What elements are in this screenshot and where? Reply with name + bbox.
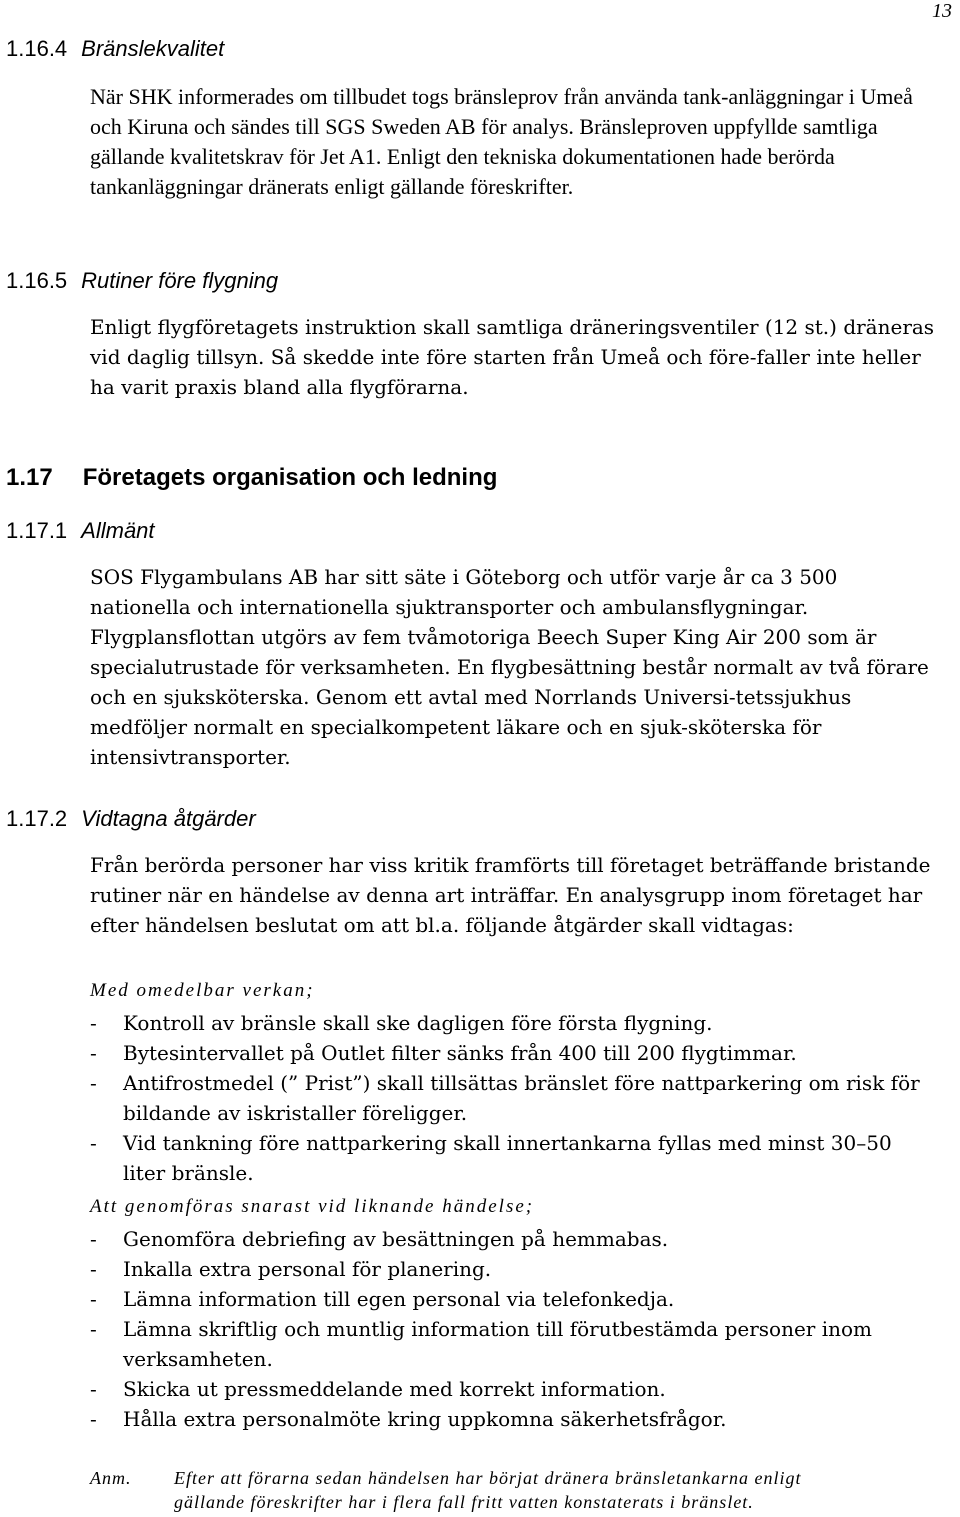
list-item: - Lämna skriftlig och muntlig information till förutbestämda personer inom verksamheten. [90, 1314, 940, 1374]
remark-line-2: gällande föreskrifter har i flera fall fritt vatten konstaterats i bränslet. [174, 1492, 754, 1512]
paragraph-general: SOS Flygambulans AB har sitt säte i Göteborg och utför varje år ca 3 500 nationella och internationella sjuktransporter och ambulansflygningar. Flygplansflottan utgörs av fem tvåmotoriga Beech Super King Air 200 som är specialutrustade för verksamheten. En flygbesättning består normalt av två förare och en sjuksköterska. Genom ett avtal med Norrlands Universi-tetssjukhus medföljer normalt en specialkompetent läkare och en sjuk-sköterska för intensivtransporter. [90, 565, 929, 769]
section-title: Vidtagna åtgärder [81, 806, 256, 831]
section-heading-1-17 [6, 464, 497, 492]
section-number: 1.17 [6, 464, 53, 491]
remark-line-1: Efter att förarna sedan händelsen har börjat dränera bränsletankarna enligt [174, 1468, 802, 1488]
immediate-measures-label: Med omedelbar verkan; [90, 980, 315, 1001]
section-heading-1-17-2 [6, 806, 256, 832]
section-number: 1.17.1 [6, 518, 68, 543]
page-number: 13 [932, 0, 952, 22]
section-title: Bränslekvalitet [81, 36, 225, 61]
section-heading-1-16-4 [6, 36, 224, 62]
list-item: - Skicka ut pressmeddelande med korrekt information. [90, 1374, 940, 1404]
section-heading-1-17-1 [6, 518, 155, 544]
section-number: 1.17.2 [6, 806, 68, 831]
immediate-measures-list [90, 1008, 940, 1188]
list-item: - Hålla extra personalmöte kring uppkomna säkerhetsfrågor. [90, 1404, 940, 1434]
similar-event-list [90, 1224, 940, 1434]
list-item: - Genomföra debriefing av besättningen på hemmabas. [90, 1224, 940, 1254]
section-number: 1.16.5 [6, 268, 68, 293]
paragraph-preflight-routines: Enligt flygföretagets instruktion skall samtliga dräneringsventiler (12 st.) dräneras vid daglig tillsyn. Så skedde inte före starten från Umeå och före-faller inte heller ha varit praxis bland alla flygförarna. [90, 315, 935, 399]
list-item: - Vid tankning före nattparkering skall innertankarna fyllas med minst 30–50 liter bränsle. [90, 1128, 940, 1188]
section-title: Företagets organisation och ledning [82, 464, 498, 491]
list-item: - Kontroll av bränsle skall ske dagligen före första flygning. [90, 1008, 940, 1038]
section-title: Allmänt [81, 518, 155, 543]
section-heading-1-16-5 [6, 268, 278, 294]
list-item: - Antifrostmedel (” Prist”) skall tillsättas bränslet före nattparkering om risk för bildande av iskristaller föreligger. [90, 1068, 940, 1128]
paragraph-measures: Från berörda personer har viss kritik framförts till företaget beträffande bristande rutiner när en händelse av denna art inträffar. En analysgrupp inom företaget har efter händelsen beslutat om att bl.a. följande åtgärder skall vidtagas: [90, 853, 931, 937]
list-item: - Lämna information till egen personal via telefonkedja. [90, 1284, 940, 1314]
section-number: 1.16.4 [6, 36, 68, 61]
list-item: - Bytesintervallet på Outlet filter sänks från 400 till 200 flygtimmar. [90, 1038, 940, 1068]
remark-label: Anm. [90, 1468, 132, 1488]
remark-note [90, 1466, 950, 1514]
similar-event-label: Att genomföras snarast vid liknande händelse; [90, 1196, 535, 1217]
section-title: Rutiner före flygning [81, 268, 279, 293]
paragraph-fuel-quality: När SHK informerades om tillbudet togs bränsleprov från använda tank-anläggningar i Umeå och Kiruna och sändes till SGS Sweden AB för analys. Bränsleproven uppfyllde samtliga gällande kvalitetskrav för Jet A1. Enligt den tekniska dokumentationen hade berörda tankanläggningar dränerats enligt gällande föreskrifter. [90, 84, 913, 199]
list-item: - Inkalla extra personal för planering. [90, 1254, 940, 1284]
